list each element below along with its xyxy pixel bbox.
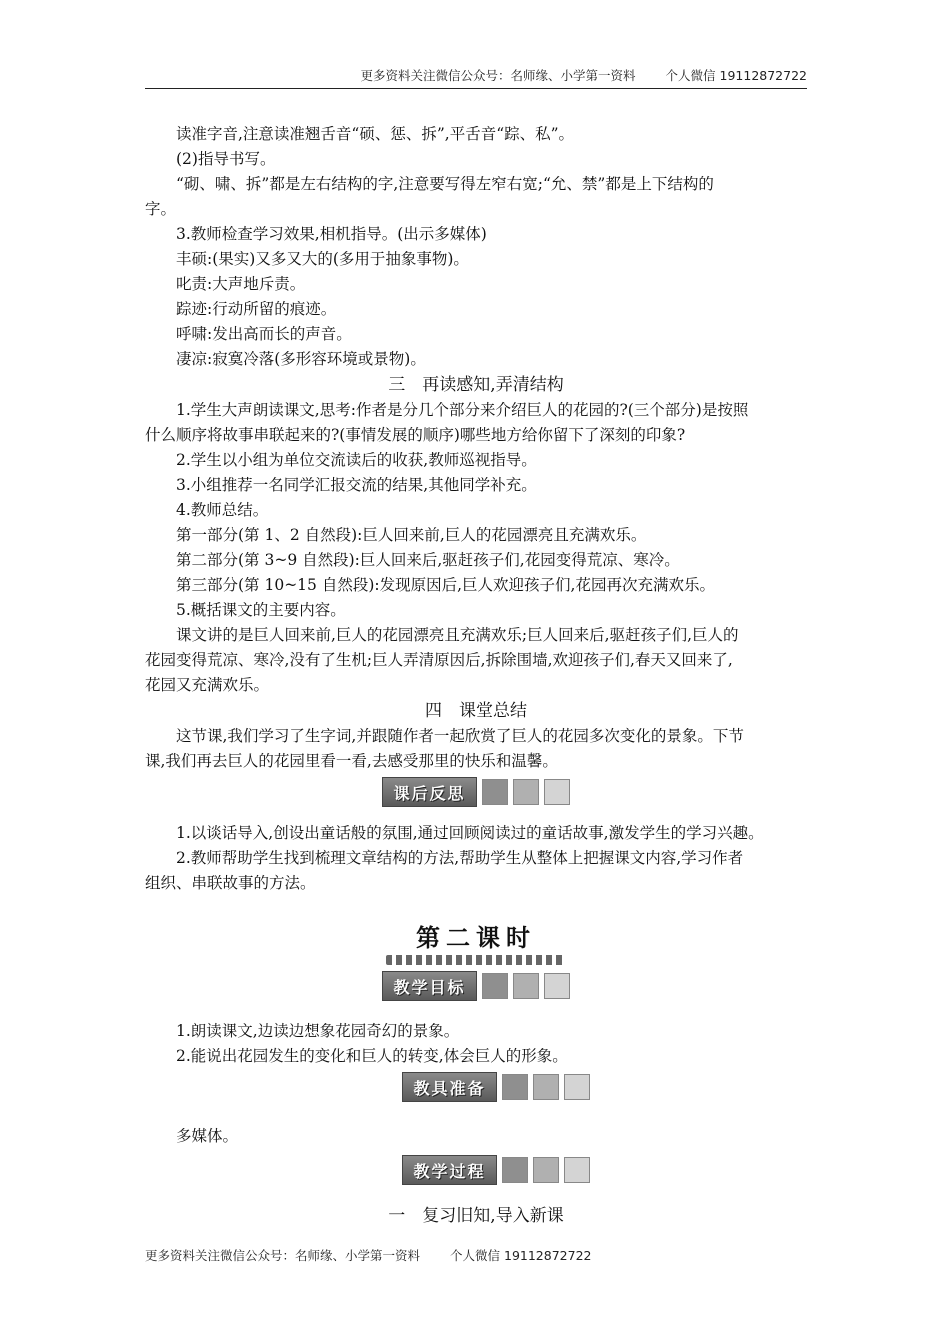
banner-square (513, 779, 539, 805)
banner-square (533, 1074, 559, 1100)
banner-square (482, 973, 508, 999)
document-body (145, 122, 807, 1229)
text-line: “砌、啸、拆”都是左右结构的字,注意要写得左窄右宽;“允、禁”都是上下结构的 (176, 175, 714, 193)
banner-square (564, 1157, 590, 1183)
lesson-heading (145, 918, 807, 965)
text-line: (2)指导书写。 (176, 150, 276, 168)
dotted-divider (386, 955, 566, 965)
text-line: 课文讲的是巨人回来前,巨人的花园漂亮且充满欢乐;巨人回来后,驱赶孩子们,巨人的 (176, 626, 739, 644)
text-line: 组织、串联故事的方法。 (145, 874, 316, 892)
text-line: 1.学生大声朗读课文,思考:作者是分几个部分来介绍巨人的花园的?(三个部分)是按照 (176, 401, 749, 419)
text-line: 4.教师总结。 (176, 501, 269, 519)
text-line: 丰硕:(果实)又多又大的(多用于抽象事物)。 (176, 250, 469, 268)
section-title-4: 四 课堂总结 (425, 701, 527, 721)
text-line: 呼啸:发出高而长的声音。 (176, 325, 352, 343)
text-line: 1.朗读课文,边读边想象花园奇幻的景象。 (176, 1022, 460, 1040)
banner-square (502, 1157, 528, 1183)
text-line: 多媒体。 (176, 1127, 239, 1145)
text-line: 3.教师检查学习效果,相机指导。(出示多媒体) (176, 225, 487, 243)
text-line: 1.以谈话导入,创设出童话般的氛围,通过回顾阅读过的童话故事,激发学生的学习兴趣。 (176, 824, 764, 842)
header-wechat-text: 个人微信 19112872722 (665, 68, 807, 83)
banner-square (544, 779, 570, 805)
lesson-title: 第二课时 (416, 924, 536, 952)
banner-square (513, 973, 539, 999)
text-line: 2.能说出花园发生的变化和巨人的转变,体会巨人的形象。 (176, 1047, 568, 1065)
text-line: 花园变得荒凉、寒冷,没有了生机;巨人弄清原因后,拆除围墙,欢迎孩子们,春天又回来了, (145, 651, 733, 669)
header-left-text: 更多资料关注微信公众号：名师缘、小学第一资料 (360, 68, 636, 83)
text-line: 凄凉:寂寞冷落(多形容环境或景物)。 (176, 350, 426, 368)
footer-left-text: 更多资料关注微信公众号：名师缘、小学第一资料 (145, 1248, 421, 1263)
process-banner (185, 1155, 807, 1185)
text-line: 课,我们再去巨人的花园里看一看,去感受那里的快乐和温馨。 (145, 752, 558, 770)
banner-square (564, 1074, 590, 1100)
banner-square (544, 973, 570, 999)
reflection-banner (145, 777, 807, 807)
goals-banner (145, 971, 807, 1001)
section-title-1: 一 复习旧知,导入新课 (388, 1206, 564, 1226)
banner-label: 课后反思 (382, 777, 476, 807)
banner-label: 教学目标 (382, 971, 476, 1001)
text-line: 花园又充满欢乐。 (145, 676, 270, 694)
text-line: 第一部分(第 1、2 自然段):巨人回来前,巨人的花园漂亮且充满欢乐。 (176, 526, 647, 544)
text-line: 2.学生以小组为单位交流读后的收获,教师巡视指导。 (176, 451, 537, 469)
banner-square (533, 1157, 559, 1183)
page-footer (145, 1246, 591, 1264)
text-line: 2.教师帮助学生找到梳理文章结构的方法,帮助学生从整体上把握课文内容,学习作者 (176, 849, 744, 867)
banner-label: 教具准备 (402, 1072, 496, 1102)
text-line: 这节课,我们学习了生字词,并跟随作者一起欣赏了巨人的花园多次变化的景象。下节 (176, 727, 744, 745)
text-line: 什么顺序将故事串联起来的?(事情发展的顺序)哪些地方给你留下了深刻的印象? (145, 426, 686, 444)
banner-label: 教学过程 (402, 1155, 496, 1185)
banner-square (502, 1074, 528, 1100)
text-line: 读准字音,注意读准翘舌音“硕、惩、拆”,平舌音“踪、私”。 (176, 125, 575, 143)
text-line: 字。 (145, 200, 177, 218)
text-line: 第二部分(第 3~9 自然段):巨人回来后,驱赶孩子们,花园变得荒凉、寒冷。 (176, 551, 680, 569)
text-line: 踪迹:行动所留的痕迹。 (176, 300, 337, 318)
page-header (145, 66, 807, 89)
banner-square (482, 779, 508, 805)
section-title-3: 三 再读感知,弄清结构 (388, 375, 564, 395)
text-line: 叱责:大声地斥责。 (176, 275, 306, 293)
tools-banner (185, 1072, 807, 1102)
text-line: 5.概括课文的主要内容。 (176, 601, 346, 619)
text-line: 3.小组推荐一名同学汇报交流的结果,其他同学补充。 (176, 476, 537, 494)
footer-wechat-text: 个人微信 19112872722 (450, 1248, 592, 1263)
text-line: 第三部分(第 10~15 自然段):发现原因后,巨人欢迎孩子们,花园再次充满欢乐。 (176, 576, 715, 594)
